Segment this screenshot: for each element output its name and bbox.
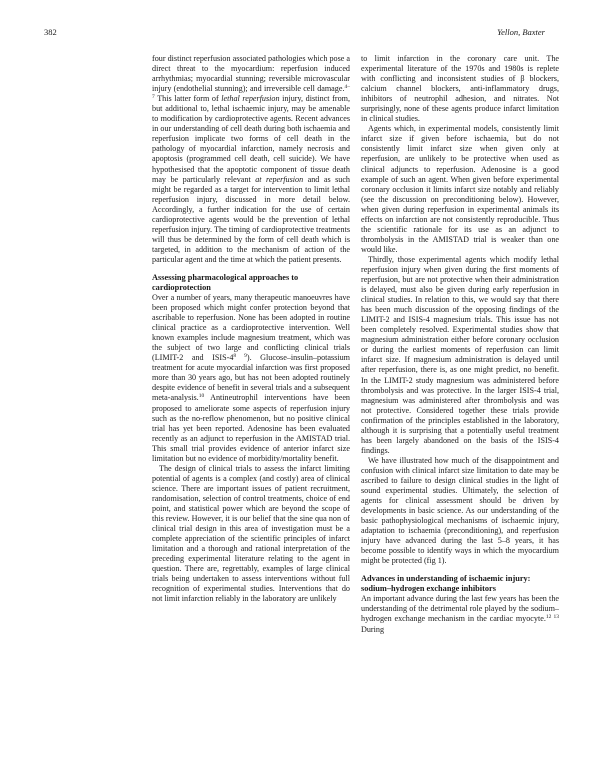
text-run: Antineutrophil interventions have been proposed to ameliorate some aspects of reperfusion injury such as the no-reflow phenomenon, but no positive clinical trial has yet been reported. Adenosine has been evaluated recently as an adjunct to reperfusion in the AMISTAD trial. This small trial provides evidence of anterior infarct size limitation but no evidence of morbidity/mortality benefit. — [152, 393, 350, 463]
paragraph — [361, 456, 559, 567]
text-run: This latter form of — [154, 94, 222, 104]
text-run: four distinct reperfusion associated pathologies which pose a direct threat to the myocardium: reperfusion induced arrhythmias; myocardial stunning; reversible microvascular injury (endothelial stunning); and irreversible cell damage. — [152, 54, 350, 94]
text-run: injury, distinct from, but additional to, lethal ischaemic injury, may be amenable to modification by cardioprotective agents. Recent advances in our understanding of cell death during both ischaemia and reperfusion implicate two forms of cell death in the pathology of myocardial infarction, namely necrosis and apoptosis (programmed cell death, cell suicide). We have hypothesised that the apoptotic component of tissue death may be particularly relevant — [152, 94, 350, 184]
paragraph — [152, 464, 350, 605]
text-run: During — [361, 624, 385, 634]
text-run: We have illustrated how much of the disappointment and confusion with clinical infarct size limitation to date may be ascribed to failure to design clinical studies in the light of sound experimental studies. Ultimately, the selection of agents for clinical assessment should be driven by developments in basic science. As our understanding of the basic pathophysiological mechanisms of ischaemic injury, adaptation to ischaemia (preconditioning), and reperfusion injury have advanced during the last 5–8 years, it has become possible to identify ways in which the myocardium might be protected (fig 1). — [361, 455, 559, 566]
section-heading: Advances in understanding of ischaemic injury: sodium–hydrogen exchange inhibitors — [361, 574, 531, 594]
paragraph — [361, 255, 559, 456]
text-run: to limit infarction in the coronary care unit. The experimental literature of the 1970s and 1980s is replete with conflicting and inconsistent studies of β blockers, calcium channel blockers, anti-inflammatory drugs, inhibitors of neutrophil adhesion, and nitrates. Not surprisingly, none of these agents produce infarct limitation in clinical studies. — [361, 54, 559, 124]
text-run: Over a number of years, many therapeutic manoeuvres have been proposed which might confer protection beyond that ascribable to reperfusion. None has been adopted in routine clinical practice as a cardioprotective intervention. Well known examples include magnesium treatment, which was the subject of two large and conflicting clinical trials (LIMIT-2 and ISIS-4 — [152, 292, 350, 363]
paragraph — [152, 293, 350, 464]
section-heading: Assessing pharmacological approaches to cardioprotection — [152, 272, 299, 292]
paragraph — [361, 124, 559, 255]
citation-superscript: 8 9 — [233, 353, 247, 360]
text-run: ). Glucose–insulin–potassium treatment for acute myocardial infarction was first proposed more than 30 years ago, but has not been adopted routinely despite evidence of benefit in several trials and a subsequent meta-analysis. — [152, 353, 351, 403]
text-run: An important advance during the last few years has been the understanding of the detrimental role played by the sodium–hydrogen exchange mechanism in the cardiac myocyte. — [361, 594, 559, 624]
italic-text: lethal reperfusion — [221, 94, 280, 104]
paragraph — [361, 54, 559, 124]
text-run: The design of clinical trials to assess the infarct limiting potential of agents is a complex (and costly) area of clinical science. There are important issues of patient recruitment, randomisation, selection of control treatments, choice of end point, and statistical power which are beyond the scope of this review. However, it is our belief that the sine qua non of clinical trial design in this area of investigation must be a complete appreciation of the scientific principles of infarct limitation and a thorough and rational interpretation of the preceding experimental literature relating to the agent in question. There are, regrettably, examples of large clinical trials being undertaken to assess interventions without full recognition of experimental studies. Interventions that do not limit infarction reliably in the laboratory are unlikely — [152, 463, 350, 604]
running-head: Yellon, Baxter — [497, 27, 545, 37]
right-column — [361, 54, 559, 635]
text-run: Agents which, in experimental models, consistently limit infarct size if given before ischaemia, but do not consistently limit infarct size when given only at reperfusion, are unlikely to be protective when used as clinical adjuncts to reperfusion. Adenosine is a good example of such an agent. When given before experimental coronary occlusion it limits infarct size notably and reliably (see the discussion on preconditioning below). However, when given during reperfusion in experimental animals its effects on infarction are not consistently reproducible. Thus the scientific rationale for its use as an adjunct to thrombolysis in the AMISTAD trial is weaker than one would like. — [361, 124, 559, 254]
page-number: 382 — [44, 27, 57, 37]
citation-superscript: 12 13 — [545, 614, 559, 621]
paragraph — [361, 594, 559, 634]
italic-text: at reperfusion — [255, 174, 304, 184]
text-run: Thirdly, those experimental agents which modify lethal reperfusion injury when given during the first moments of reperfusion, but are not protective when their administration is delayed, must also be given during early reperfusion in clinical studies. In relation to this, we would say that there has been much discussion of the opposing findings of the LIMIT-2 and ISIS-4 magnesium trials. This issue has not been completely resolved. Experimental studies show that magnesium administration either before coronary occlusion or during the earliest moments of reperfusion can limit infarct size. If magnesium administration is delayed until after reperfusion, there is, as one might predict, no benefit. In the LIMIT-2 study magnesium was administered before thrombolysis and was protective. In the larger ISIS-4 trial, magnesium was administered after thrombolysis and was not protective. Considered together these trials provide confirmation of the principles established in the laboratory, although it is surprising that a potentially useful treatment has been largely abandoned on the basis of the ISIS-4 findings. — [361, 254, 559, 455]
text-run: and as such might be regarded as a target for intervention to limit lethal reperfusion injury, discussed in more detail below. Accordingly, a further indication for the use of certain cardioprotective agents would be the prevention of lethal reperfusion injury. The timing of cardioprotective treatments will thus be determined by the form of cell death which is targeted, in addition to the mechanism of action of the particular agent and the time at which the patient presents. — [152, 174, 350, 264]
paragraph — [152, 54, 350, 265]
citation-superscript: 4–7 — [152, 84, 350, 101]
left-column — [152, 54, 350, 604]
citation-superscript: 10 — [198, 393, 205, 400]
